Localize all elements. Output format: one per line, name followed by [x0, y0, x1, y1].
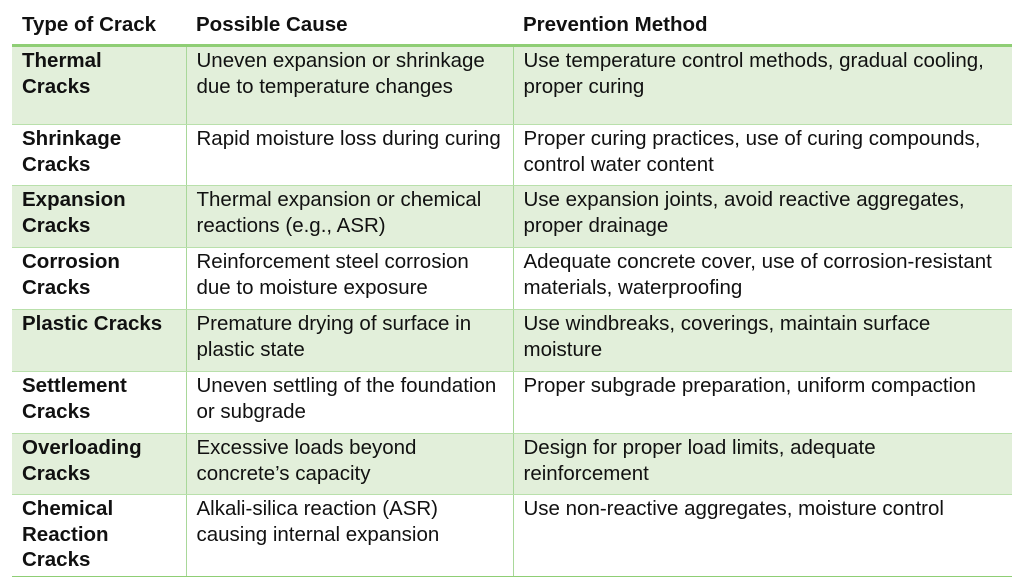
table-body	[12, 46, 1012, 577]
cell-cause: Excessive loads beyond concrete’s capacity	[186, 434, 513, 495]
cell-prevention: Design for proper load limits, adequate reinforcement	[513, 434, 1012, 495]
cell-cause: Uneven settling of the foundation or subgrade	[186, 372, 513, 434]
cell-cause: Rapid moisture loss during curing	[186, 125, 513, 186]
crack-types-table	[12, 4, 1012, 577]
cell-prevention: Use temperature control methods, gradual cooling, proper curing	[513, 46, 1012, 125]
cell-type: Chemical Reaction Cracks	[12, 495, 186, 577]
header-type: Type of Crack	[12, 4, 186, 46]
cell-cause: Reinforcement steel corrosion due to moisture exposure	[186, 248, 513, 310]
cell-type: Plastic Cracks	[12, 310, 186, 372]
cell-type: Corrosion Cracks	[12, 248, 186, 310]
table-header	[12, 4, 1012, 46]
table-row	[12, 125, 1012, 186]
cell-prevention: Adequate concrete cover, use of corrosion-resistant materials, waterproofing	[513, 248, 1012, 310]
cell-type: Expansion Cracks	[12, 186, 186, 248]
header-row	[12, 4, 1012, 46]
table-row	[12, 434, 1012, 495]
cell-prevention: Proper curing practices, use of curing compounds, control water content	[513, 125, 1012, 186]
cell-type: Thermal Cracks	[12, 46, 186, 125]
cell-prevention: Use expansion joints, avoid reactive aggregates, proper drainage	[513, 186, 1012, 248]
table-row	[12, 310, 1012, 372]
cell-cause: Uneven expansion or shrinkage due to temperature changes	[186, 46, 513, 125]
table-row	[12, 46, 1012, 125]
table-row	[12, 248, 1012, 310]
cell-cause: Alkali-silica reaction (ASR) causing internal expansion	[186, 495, 513, 577]
table-row	[12, 186, 1012, 248]
cell-prevention: Use non-reactive aggregates, moisture control	[513, 495, 1012, 577]
header-cause: Possible Cause	[186, 4, 513, 46]
cell-cause: Premature drying of surface in plastic state	[186, 310, 513, 372]
cell-cause: Thermal expansion or chemical reactions (e.g., ASR)	[186, 186, 513, 248]
header-prevention: Prevention Method	[513, 4, 1012, 46]
cell-type: Overloading Cracks	[12, 434, 186, 495]
table-row	[12, 495, 1012, 577]
cell-prevention: Proper subgrade preparation, uniform compaction	[513, 372, 1012, 434]
table-row	[12, 372, 1012, 434]
cell-prevention: Use windbreaks, coverings, maintain surface moisture	[513, 310, 1012, 372]
cell-type: Settlement Cracks	[12, 372, 186, 434]
cell-type: Shrinkage Cracks	[12, 125, 186, 186]
